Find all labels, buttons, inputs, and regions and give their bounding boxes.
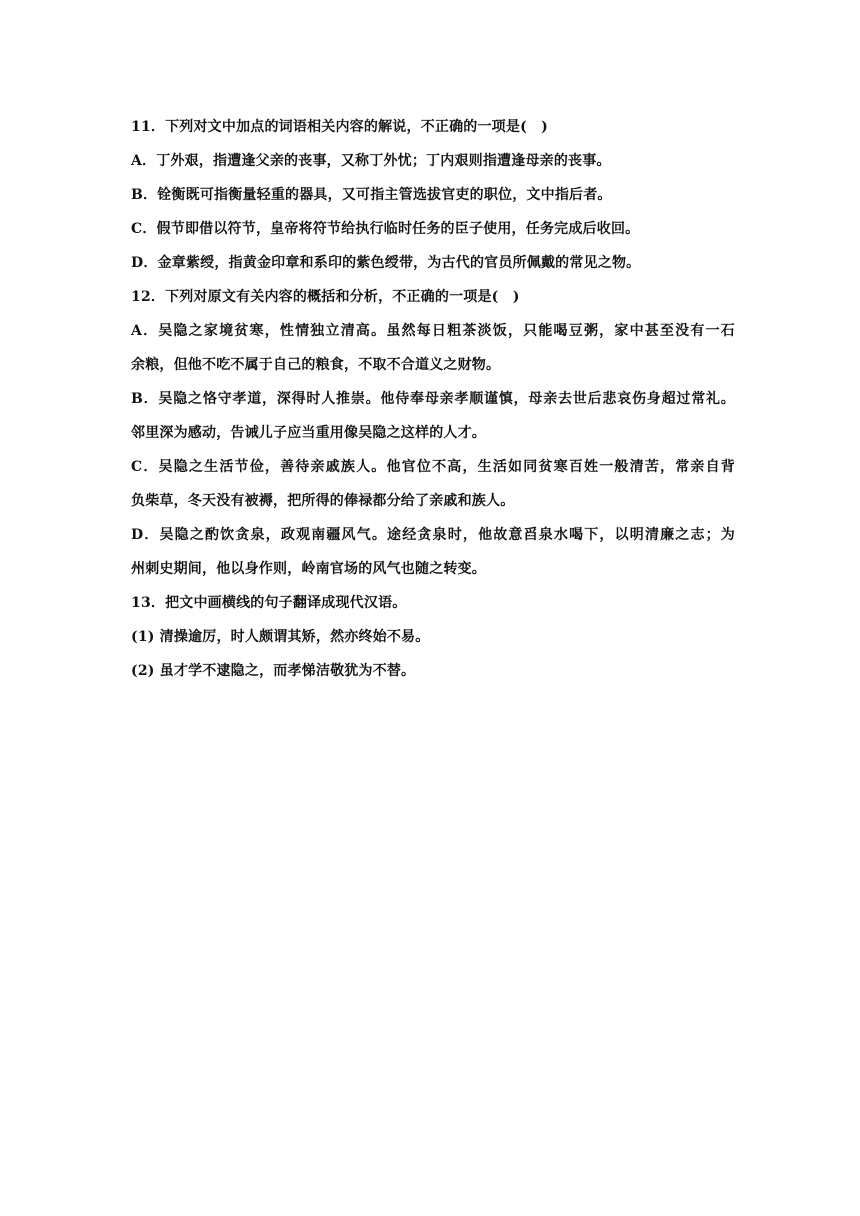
question-13-item-2: (2) 虽才学不逮隐之，而孝悌洁敬犹为不替。 xyxy=(131,663,416,679)
question-12-option-c-line-2: 负柴草，冬天没有被褥，把所得的俸禄都分给了亲戚和族人。 xyxy=(131,493,515,509)
question-13-item-1: (1) 清操逾厉，时人颇谓其矫，然亦终始不易。 xyxy=(131,629,430,645)
question-12-option-a-line-2: 余粮，但他不吃不属于自己的粮食，不取不合道义之财物。 xyxy=(131,357,501,373)
question-11-stem: 11．下列对文中加点的词语相关内容的解说，不正确的一项是( ) xyxy=(131,119,548,135)
question-12-stem: 12．下列对原文有关内容的概括和分析，不正确的一项是( ) xyxy=(131,289,520,305)
question-12-option-c-line-1: C．吴隐之生活节俭，善待亲戚族人。他官位不高，生活如同贫寒百姓一般清苦，常亲自背 xyxy=(131,459,735,475)
question-12-option-d-line-1: D．吴隐之酌饮贪泉，政观南疆风气。途经贪泉时，他故意舀泉水喝下，以明清廉之志；为 xyxy=(131,527,735,543)
question-11-option-a: A．丁外艰，指遭逢父亲的丧事，又称丁外忧；丁内艰则指遭逢母亲的丧事。 xyxy=(131,153,611,169)
question-11-option-b: B．铨衡既可指衡量轻重的器具，又可指主管选拔官吏的职位，文中指后者。 xyxy=(131,187,612,203)
question-12-option-d-line-2: 州刺史期间，他以身作则，岭南官场的风气也随之转变。 xyxy=(131,561,486,577)
question-12-option-b-line-1: B．吴隐之恪守孝道，深得时人推崇。他侍奉母亲孝顺谨慎，母亲去世后悲哀伤身超过常礼。 xyxy=(131,391,735,407)
question-section xyxy=(131,110,735,688)
question-12-option-b-line-2: 邻里深为感动，告诫儿子应当重用像吴隐之这样的人才。 xyxy=(131,425,486,441)
question-12-option-a-line-1: A．吴隐之家境贫寒，性情独立清高。虽然每日粗茶淡饭，只能喝豆粥，家中甚至没有一石 xyxy=(131,323,735,339)
question-11-option-d: D．金章紫绶，指黄金印章和系印的紫色绶带，为古代的官员所佩戴的常见之物。 xyxy=(131,255,641,271)
question-11-option-c: C．假节即借以符节，皇帝将符节给执行临时任务的臣子使用，任务完成后收回。 xyxy=(131,221,640,237)
question-13-stem: 13．把文中画横线的句子翻译成现代汉语。 xyxy=(131,595,407,611)
